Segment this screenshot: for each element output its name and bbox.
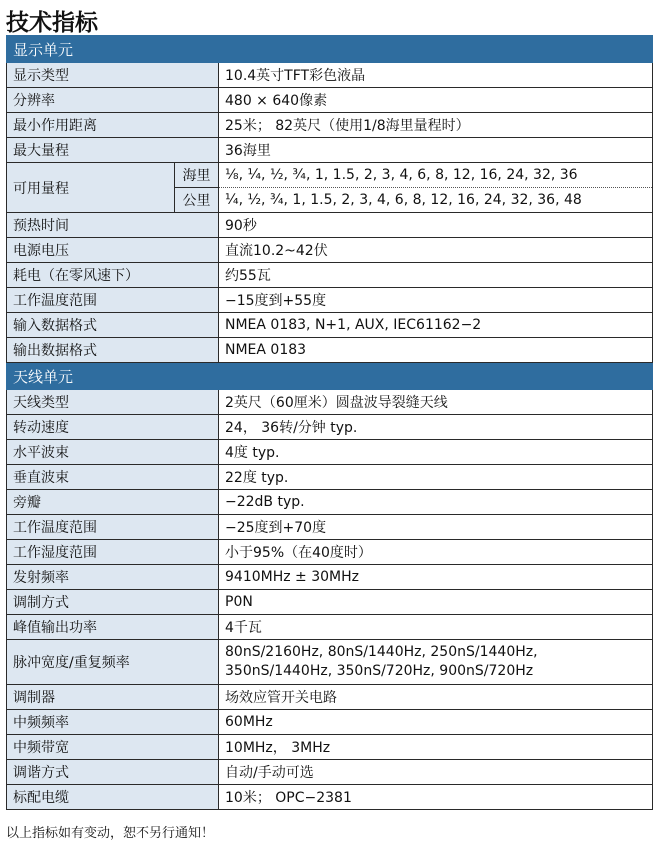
spec-row (7, 288, 653, 313)
spec-label: 电源电压 (7, 238, 219, 263)
spec-value: 10MHz， 3MHz (219, 735, 653, 760)
spec-value: 小于95%（在40度时） (219, 540, 653, 565)
range-values-km: ¼, ½, ¾, 1, 1.5, 2, 3, 4, 6, 8, 12, 16, 24, 32, 36, 48 (219, 188, 653, 213)
page-title: 技术指标 (6, 10, 98, 36)
pulse-line-2: 350nS/1440Hz, 350nS/720Hz, 900nS/720Hz (225, 663, 534, 679)
spec-label: 旁瓣 (7, 490, 219, 515)
spec-row-range-nm (7, 163, 653, 188)
spec-row (7, 113, 653, 138)
spec-label: 工作温度范围 (7, 515, 219, 540)
spec-label: 调制方式 (7, 590, 219, 615)
spec-label: 转动速度 (7, 415, 219, 440)
spec-value: 4千瓦 (219, 615, 653, 640)
spec-value: 25米； 82英尺（使用1/8海里量程时） (219, 113, 653, 138)
spec-row (7, 565, 653, 590)
range-values-nm: ⅛, ¼, ½, ¾, 1, 1.5, 2, 3, 4, 6, 8, 12, 16, 24, 32, 36 (219, 163, 653, 188)
spec-row (7, 63, 653, 88)
spec-label: 发射频率 (7, 565, 219, 590)
spec-label: 工作温度范围 (7, 288, 219, 313)
spec-row (7, 685, 653, 710)
spec-value: NMEA 0183 (219, 338, 653, 363)
spec-row (7, 540, 653, 565)
spec-label: 最大量程 (7, 138, 219, 163)
spec-row (7, 440, 653, 465)
spec-label: 垂直波束 (7, 465, 219, 490)
spec-row (7, 138, 653, 163)
spec-row (7, 785, 653, 810)
spec-label: 峰值输出功率 (7, 615, 219, 640)
spec-value: −15度到+55度 (219, 288, 653, 313)
spec-label: 可用量程 (7, 163, 175, 213)
range-unit-km: 公里 (175, 188, 219, 213)
spec-label: 调制器 (7, 685, 219, 710)
pulse-line-1: 80nS/2160Hz, 80nS/1440Hz, 250nS/1440Hz, (225, 644, 538, 660)
spec-value: 直流10.2~42伏 (219, 238, 653, 263)
spec-row (7, 263, 653, 288)
spec-row (7, 615, 653, 640)
spec-label: 中频频率 (7, 710, 219, 735)
section-title: 天线单元 (7, 363, 653, 390)
spec-label: 预热时间 (7, 213, 219, 238)
spec-value: 60MHz (219, 710, 653, 735)
spec-row-pulse (7, 640, 653, 685)
spec-row (7, 490, 653, 515)
spec-value: 36海里 (219, 138, 653, 163)
spec-row (7, 390, 653, 415)
spec-value: 22度 typ. (219, 465, 653, 490)
spec-label: 分辨率 (7, 88, 219, 113)
spec-row (7, 710, 653, 735)
spec-row (7, 760, 653, 785)
spec-value: −25度到+70度 (219, 515, 653, 540)
spec-table (6, 35, 653, 810)
range-unit-nm: 海里 (175, 163, 219, 188)
spec-row (7, 590, 653, 615)
spec-row (7, 213, 653, 238)
spec-label: 水平波束 (7, 440, 219, 465)
spec-row (7, 88, 653, 113)
spec-label: 输入数据格式 (7, 313, 219, 338)
spec-value: 2英尺（60厘米）圆盘波导裂缝天线 (219, 390, 653, 415)
spec-value: 自动/手动可选 (219, 760, 653, 785)
spec-label: 显示类型 (7, 63, 219, 88)
spec-value: 场效应管开关电路 (219, 685, 653, 710)
spec-row (7, 415, 653, 440)
spec-value: 24， 36转/分钟 typ. (219, 415, 653, 440)
spec-label: 中频带宽 (7, 735, 219, 760)
spec-label: 天线类型 (7, 390, 219, 415)
spec-row (7, 465, 653, 490)
spec-label: 最小作用距离 (7, 113, 219, 138)
spec-value: −22dB typ. (219, 490, 653, 515)
spec-row (7, 313, 653, 338)
spec-value: 90秒 (219, 213, 653, 238)
spec-label: 调谐方式 (7, 760, 219, 785)
spec-value: P0N (219, 590, 653, 615)
spec-value: 4度 typ. (219, 440, 653, 465)
spec-value: NMEA 0183, N+1, AUX, IEC61162−2 (219, 313, 653, 338)
spec-label: 耗电（在零风速下） (7, 263, 219, 288)
spec-row (7, 338, 653, 363)
spec-value: 9410MHz ± 30MHz (219, 565, 653, 590)
spec-row (7, 238, 653, 263)
spec-row (7, 735, 653, 760)
spec-label: 脉冲宽度/重复频率 (7, 640, 219, 685)
spec-label: 工作湿度范围 (7, 540, 219, 565)
spec-value (219, 640, 653, 685)
section-header-display (7, 36, 653, 63)
spec-value: 约55瓦 (219, 263, 653, 288)
section-title: 显示单元 (7, 36, 653, 63)
spec-value: 10米； OPC−2381 (219, 785, 653, 810)
spec-value: 10.4英寸TFT彩色液晶 (219, 63, 653, 88)
footnote: 以上指标如有变动，恕不另行通知！ (6, 826, 215, 841)
spec-value: 480 × 640像素 (219, 88, 653, 113)
section-header-antenna (7, 363, 653, 390)
spec-label: 输出数据格式 (7, 338, 219, 363)
spec-label: 标配电缆 (7, 785, 219, 810)
spec-row (7, 515, 653, 540)
